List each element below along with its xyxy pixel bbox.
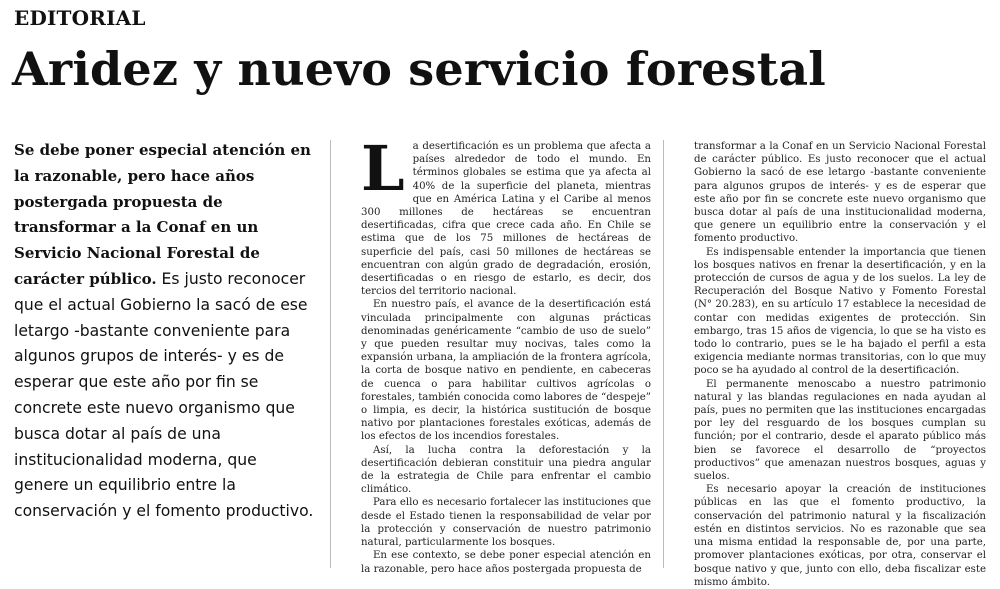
- column-divider-left: [330, 140, 331, 568]
- paragraph: [361, 132, 651, 298]
- paragraph: Para ello es necesario fortalecer las instituciones que desde el Estado tienen la responsabilidad de velar por la protección y conservación de nuestro patrimonio natural, particularmente los bosques.: [361, 497, 651, 549]
- paragraph: Es indispensable entender la importancia que tienen los bosques nativos en frenar la desertificación, y en la protección de cursos de agua y de los suelos. La ley de Recuperación del Bosque Nativo y Fomento Forestal (N° 20.283), en su artículo 17 establece la necesidad de contar con medidas exigentes de protección. Sin embargo, tras 15 años de vigencia, lo que se ha visto es todo lo contrario, pues se le ha bajado el perfil a esta exigencia mediante normas transitorias, con lo que muy poco se ha ayudado al control de la desertificación.: [694, 246, 986, 377]
- article-column-2: [694, 140, 986, 589]
- paragraph-text: a desertificación es un problema que afecta a países alrededor de todo el mundo. En términos globales se estima que ya afecta al 40% de la superficie del planeta, mientras que en América Latina y el Caribe al menos 300 millones de hectáreas se encuentran desertificadas, cifra que crece cada año. En Chile se estima que de los 75 millones de hectáreas de superficie del país, casi 50 millones de hectáreas se encuentran con algún grado de degradación, erosión, desertificadas o en riesgo de estarlo, es decir, dos tercios del territorio nacional.: [361, 141, 651, 298]
- paragraph: Es necesario apoyar la creación de instituciones públicas en las que el fomento productivo, la conservación del patrimonio natural y la fiscalización estén en distintos servicios. No es razonable que sea una misma entidad la responsable de, por una parte, promover plantaciones exóticas, por otra, conservar el bosque nativo y que, junto con ello, deba fiscalizar este mismo ámbito.: [694, 484, 986, 588]
- lede: [14, 138, 314, 525]
- lede-text: Es justo reconocer que el actual Gobierno la sacó de ese letargo -bastante conveniente para algunos grupos de interés- y es de esperar que este año por fin se concrete este nuevo organismo que busca dotar al país de una institucionalidad moderna, que genere un equilibrio entre la conservación y el fomento productivo.: [14, 269, 314, 521]
- paragraph: El permanente menoscabo a nuestro patrimonio natural y las blandas regulaciones en nada ayudan al país, pues no permiten que las instituciones encargadas por ley del resguardo de los bosques cumplan su función; por el contrario, desde el aparato público más bien se favorece el desarrollo de “proyectos productivos” que amenazan nuestros bosques, aguas y suelos.: [694, 378, 986, 483]
- paragraph: Así, la lucha contra la deforestación y la desertificación debieran constituir una piedra angular de la estrategia de Chile para enfrentar el cambio climático.: [361, 444, 651, 496]
- article-column-1: [361, 132, 651, 576]
- paragraph: En ese contexto, se debe poner especial atención en la razonable, pero hace años postergada propuesta de: [361, 550, 651, 575]
- paragraph: En nuestro país, el avance de la desertificación está vinculada principalmente con algunas prácticas denominadas genéricamente “cambio de uso de suelo” y que pueden resultar muy nocivas, tales como la expansión urbana, la ampliación de la frontera agrícola, la corta de bosque nativo en pendiente, en cabeceras de cuenca o para habilitar cultivos agrícolas o forestales, también conocida como labores de “despeje” o limpia, es decir, la histórica sustitución de bosque nativo por plantaciones forestales exóticas, además de los efectos de los incendios forestales.: [361, 299, 651, 443]
- column-divider-right: [663, 140, 664, 568]
- paragraph: transformar a la Conaf en un Servicio Nacional Forestal de carácter público. Es justo reconocer que el actual Gobierno la sacó de ese letargo -bastante conveniente para algunos grupos de interés- y es de esperar que este año por fin se concrete este nuevo organismo que busca dotar al país de una institucionalidad moderna, que genere un equilibrio entre la conservación y el fomento productivo.: [694, 141, 986, 245]
- section-label: EDITORIAL: [14, 6, 146, 30]
- lede-bold: Se debe poner especial atención en la razonable, pero hace años postergada propuesta de transformar a la Conaf en un Servicio Nacional Forestal de carácter público.: [14, 141, 311, 288]
- drop-cap: L: [361, 132, 405, 205]
- headline: Aridez y nuevo servicio forestal: [12, 42, 826, 96]
